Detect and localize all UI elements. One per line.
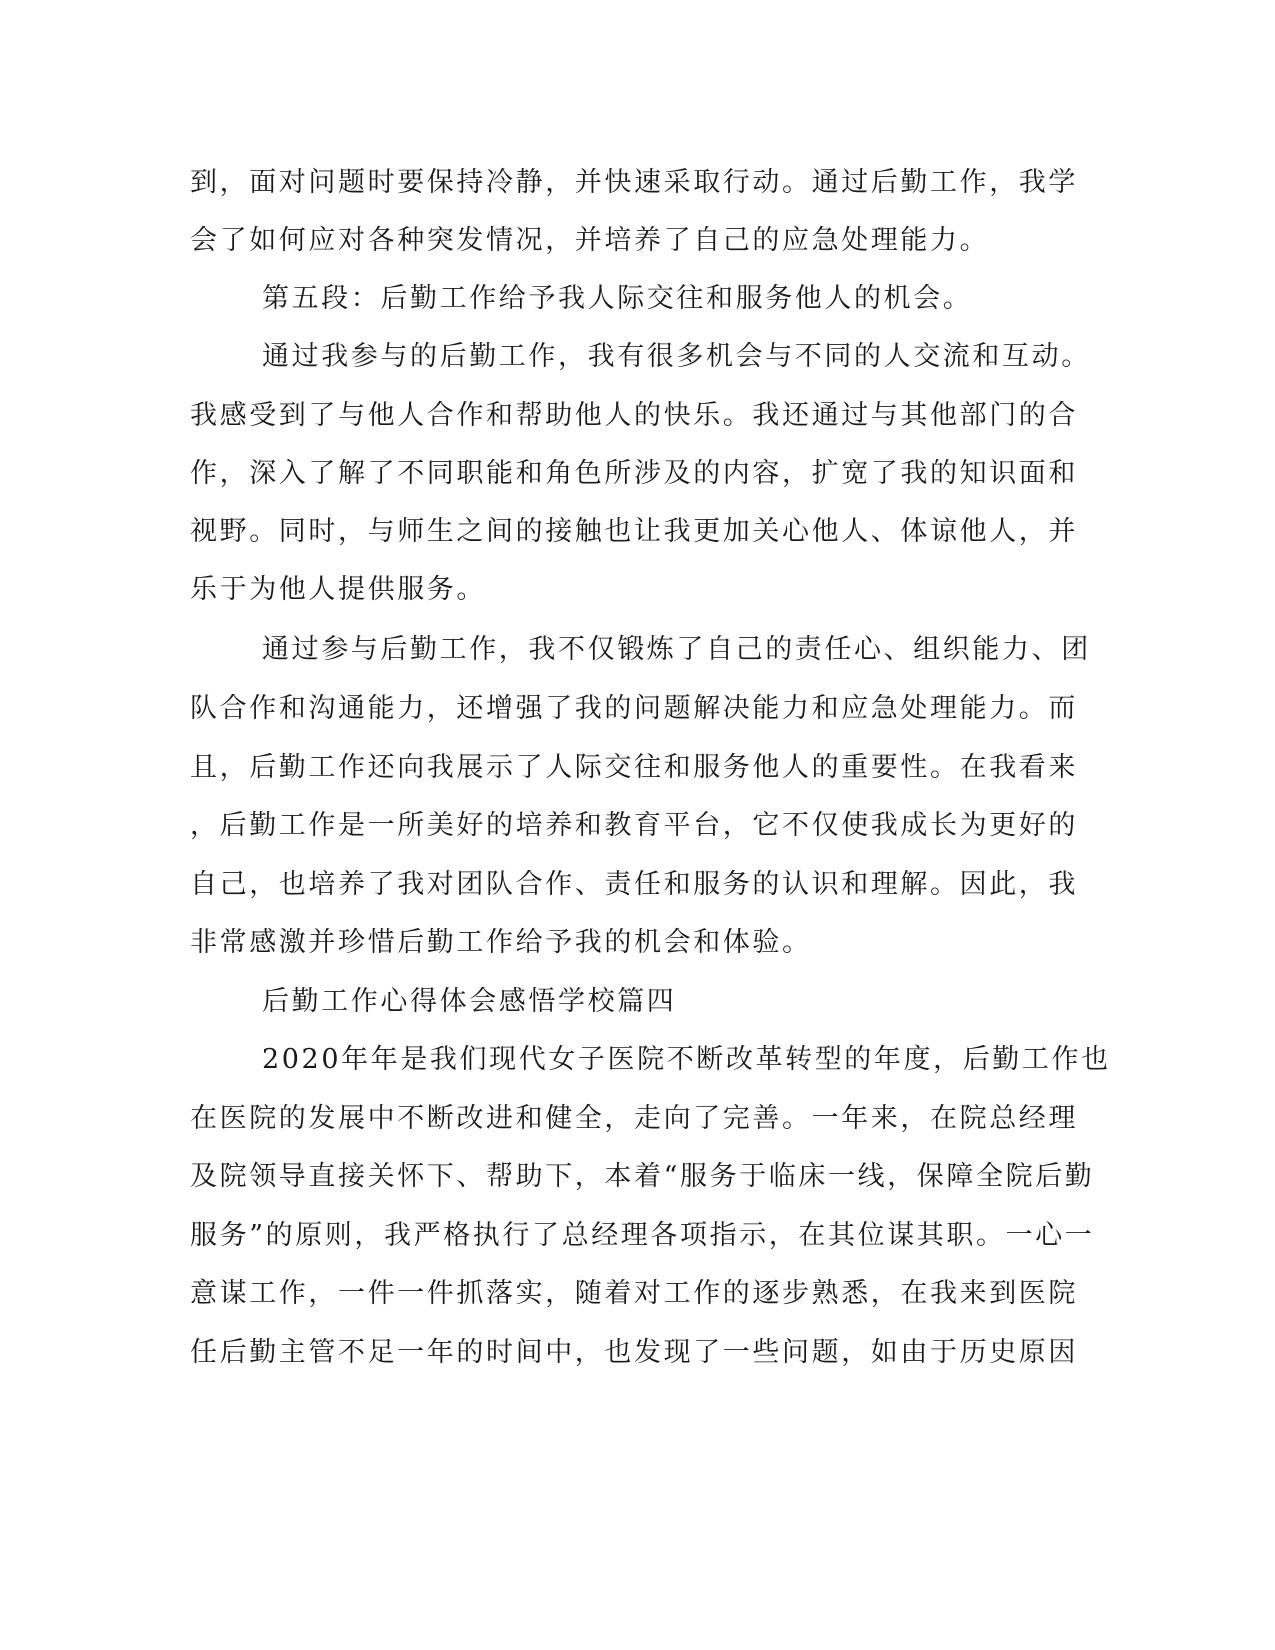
text-line-19: 服务”的原则，我严格执行了总经理各项指示，在其位谋其职。一心一 — [190, 1220, 1095, 1251]
text-line-4: 通过我参与的后勤工作，我有很多机会与不同的人交流和互动。 — [262, 341, 1091, 372]
text-line-17: 在医院的发展中不断改进和健全，走向了完善。一年来，在院总经理 — [190, 1103, 1078, 1134]
text-line-11: 且，后勤工作还向我展示了人际交往和服务他人的重要性。在我看来 — [190, 752, 1078, 783]
text-line-21: 任后勤主管不足一年的时间中，也发现了一些问题，如由于历史原因 — [190, 1337, 1078, 1368]
text-line-18: 及院领导直接关怀下、帮助下，本着“服务于临床一线，保障全院后勤 — [190, 1161, 1095, 1192]
text-line-7: 视野。同时，与师生之间的接触也让我更加关心他人、体谅他人，并 — [190, 516, 1078, 547]
text-line-13: 自己，也培养了我对团队合作、责任和服务的认识和理解。因此，我 — [190, 869, 1078, 900]
text-line-14: 非常感激并珍惜后勤工作给予我的机会和体验。 — [190, 927, 812, 958]
section-heading-5: 第五段：后勤工作给予我人际交往和服务他人的机会。 — [262, 283, 973, 314]
text-line-5: 我感受到了与他人合作和帮助他人的快乐。我还通过与其他部门的合 — [190, 400, 1078, 431]
text-line-6: 作，深入了解了不同职能和角色所涉及的内容，扩宽了我的知识面和 — [190, 458, 1078, 489]
text-line-10: 队合作和沟通能力，还增强了我的问题解决能力和应急处理能力。而 — [190, 693, 1078, 724]
text-line-16: 2020年年是我们现代女子医院不断改革转型的年度，后勤工作也 — [262, 1044, 1111, 1075]
text-line-2: 会了如何应对各种突发情况，并培养了自己的应急处理能力。 — [190, 225, 990, 256]
text-line-20: 意谋工作，一件一件抓落实，随着对工作的逐步熟悉，在我来到医院 — [190, 1278, 1078, 1309]
text-line-8: 乐于为他人提供服务。 — [190, 574, 486, 605]
article-title-4: 后勤工作心得体会感悟学校篇四 — [262, 986, 677, 1017]
text-line-1: 到，面对问题时要保持冷静，并快速采取行动。通过后勤工作，我学 — [190, 167, 1078, 198]
text-line-9: 通过参与后勤工作，我不仅锻炼了自己的责任心、组织能力、团 — [262, 634, 1091, 665]
text-line-12: ，后勤工作是一所美好的培养和教育平台，它不仅使我成长为更好的 — [190, 810, 1078, 841]
